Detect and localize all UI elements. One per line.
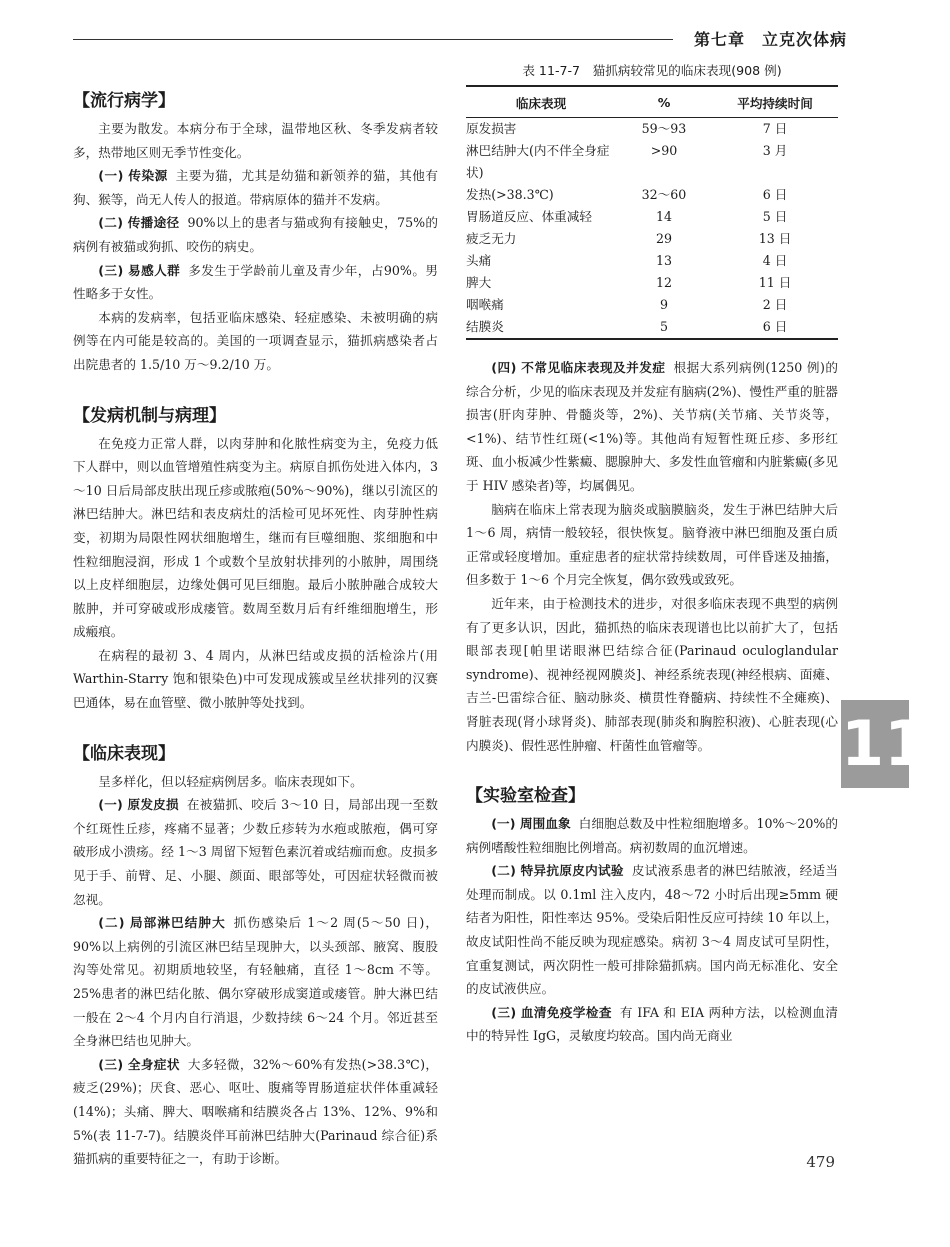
paragraph: [466, 859, 838, 1001]
subheading: (一) 传染源: [98, 168, 168, 184]
table-cell: 29: [655, 231, 673, 246]
table-cell: 脾大: [466, 275, 492, 290]
table-cell: >90: [650, 143, 678, 158]
table-cell: 5 日: [762, 209, 788, 224]
subheading: (三) 全身症状: [98, 1056, 180, 1072]
paragraph-text: 大多轻微，32%～60%有发热(>38.3℃)，疲乏(29%)；厌食、恶心、呕吐、腹痛等胃肠道症状伴体重减轻(14%)；头痛、脾大、咽喉痛和结膜炎各占 13%、12%、9%和 5%(表 11-7-7)。结膜炎伴耳前淋巴结肿大(Parinaud 综合征)系猫抓病的重要特征之一，有助于诊断。: [73, 1056, 438, 1167]
subheading: (一) 原发皮损: [98, 797, 179, 813]
paragraph-text: 白细胞总数及中性粒细胞增多。10%～20%的病例嗜酸性粒细胞比例增高。病初数周的血沉增速。: [466, 816, 839, 855]
running-header: 第七章 立克次体病: [693, 30, 847, 49]
table-row: [466, 228, 838, 250]
paragraph: [466, 1001, 838, 1048]
paragraph: [73, 793, 438, 911]
subheading: (三) 易感人群: [98, 262, 181, 278]
table-cell: 6 日: [762, 319, 788, 334]
section-heading-pathogenesis: 【发病机制与病理】: [73, 405, 226, 426]
table-cell: 12: [655, 275, 673, 290]
table-cell: 11 日: [758, 275, 792, 290]
table-cell: 疲乏无力: [466, 231, 517, 246]
paragraph: [73, 259, 438, 306]
clinical-table: [466, 85, 838, 340]
table-row: [466, 184, 838, 206]
table-cell: 6 日: [762, 187, 788, 202]
paragraph-text: 多发生于学龄前儿童及青少年，占90%。男性略多于女性。: [73, 262, 438, 302]
table-cell: 2 日: [762, 297, 788, 312]
table-cell: 4 日: [762, 253, 788, 268]
page-number: 479: [806, 1153, 835, 1171]
paragraph: [73, 1053, 438, 1171]
table-row: [466, 294, 838, 316]
table-cell: 原发损害: [466, 121, 517, 136]
table-cell: 胃肠道反应、体重减轻: [466, 209, 592, 224]
table-header-cell: 平均持续时间: [712, 86, 838, 118]
paragraph: 本病的发病率，包括亚临床感染、轻症感染、未被明确的病例等在内可能是较高的。美国的一项调查显示，猫抓病感染者占出院患者的 1.5/10 万～9.2/10 万。: [73, 309, 438, 372]
paragraph-text: 有 IFA 和 EIA 两种方法，以检测血清中的特异性 IgG，灵敏度均较高。国内尚无商业: [466, 1004, 838, 1044]
table-row: [466, 316, 838, 339]
table-cell: 结膜炎: [466, 319, 504, 334]
table-header-cell: 临床表现: [466, 86, 616, 118]
paragraph: [73, 164, 438, 211]
spacer: [466, 340, 838, 356]
subheading: (二) 特异抗原皮内试验: [491, 863, 624, 879]
subheading: (三) 血清免疫学检查: [491, 1004, 612, 1020]
paragraph-text: 90%以上的患者与猫或狗有接触史，75%的病例有被猫或狗抓、咬伤的病史。: [73, 215, 439, 254]
left-column: [73, 60, 438, 1171]
subheading: (四) 不常见临床表现及并发症: [491, 360, 666, 375]
chapter-tab: 11: [841, 700, 909, 788]
paragraph: 在免疫力正常人群，以肉芽肿和化脓性病变为主，免疫力低下人群中，则以血管增殖性病变为主。病原自抓伤处进入体内，3～10 日后局部皮肤出现丘疹或脓疱(50%～90%)，继以引流区的淋巴结肿大。淋巴结和表皮病灶的活检可见坏死性、肉芽肿性病变，初期为局限性网状细胞增生，继而有巨噬细胞、浆细胞和中性粒细胞浸润，形成 1 个或数个呈放射状排列的小脓肿，周围绕以上皮样细胞层，边缘处偶可见巨细胞。最后小脓肿融合成较大脓肿，并可穿破或形成瘘管。数周至数月后有纤维细胞增生，形成瘢痕。: [73, 435, 438, 640]
paragraph-text: 在被猫抓、咬后 3～10 日，局部出现一至数个红斑性丘疹，疼痛不显著；少数丘疹转为水疱或脓疱，偶可穿破形成小溃疡。经 1～3 周留下短暂色素沉着或结痂而愈。皮损多见于手、前臂、足、小腿、颜面、眼部等处，可因症状轻微而被忽视。: [73, 797, 438, 907]
table-row: [466, 140, 838, 184]
table-cell: 59～93: [641, 121, 687, 136]
table-caption: 表 11-7-7 猫抓病较常见的临床表现(908 例): [522, 63, 782, 78]
subheading: (二) 传播途径: [98, 215, 180, 231]
section-heading-epidemiology: 【流行病学】: [73, 91, 175, 111]
section-heading-lab: 【实验室检查】: [466, 786, 585, 807]
paragraph: 主要为散发。本病分布于全球，温带地区秋、冬季发病者较多，热带地区则无季节性变化。: [73, 121, 438, 160]
paragraph: 近年来，由于检测技术的进步，对很多临床表现不典型的病例有了更多认识，因此，猫抓热的临床表现谱也比以前扩大了，包括眼部表现[帕里诺眼淋巴结综合征(Parinaud oculoglandular syndrome)、视神经视网膜炎]、神经系统表现(神经根病、面瘫、吉兰-巴雷综合征、脑动脉炎、横贯性脊髓病、持续性不全瘫痪)、肾脏表现(肾小球肾炎)、肺部表现(肺炎和胸腔积液)、心脏表现(心内膜炎)、假性恶性肿瘤、杆菌性血管瘤等。: [466, 595, 838, 753]
subheading: (二) 局部淋巴结肿大: [98, 915, 226, 931]
table-row: [466, 206, 838, 228]
paragraph: [73, 211, 438, 258]
table-header-cell: %: [616, 86, 712, 118]
table-cell: 7 日: [762, 121, 788, 136]
table-cell: 3 月: [762, 143, 788, 158]
paragraph: 呈多样化，但以轻症病例居多。临床表现如下。: [98, 773, 363, 789]
paragraph: [73, 911, 438, 1053]
table-cell: 头痛: [466, 253, 492, 268]
table-cell: 32～60: [641, 187, 687, 202]
right-column: [466, 60, 838, 1048]
table-cell: 5: [659, 319, 668, 334]
header-rule: [73, 39, 673, 40]
paragraph: 在病程的最初 3、4 周内，从淋巴结或皮损的活检涂片(用 Warthin-Starry 饱和银染色)中可发现成簇或呈丝状排列的汉赛巴通体，易在血管壁、微小脓肿等处找到。: [73, 647, 438, 711]
paragraph: [466, 356, 838, 498]
paragraph: 脑病在临床上常表现为脑炎或脑膜脑炎，发生于淋巴结肿大后 1～6 周，病情一般较轻，很快恢复。脑脊液中淋巴细胞及蛋白质正常或轻度增加。重症患者的症状常持续数周，可伴昏迷及抽搐，但多数于 1～6 个月完全恢复，偶尔致残或致死。: [466, 501, 838, 588]
table-row: [466, 272, 838, 294]
paragraph-text: 根据大系列病例(1250 例)的综合分析，少见的临床表现及并发症有脑病(2%)、慢性严重的脏器损害(肝肉芽肿、骨髓炎等，2%)、关节病(关节痛、关节炎等，<1%)、结节性红斑(<1%)等。其他尚有短暂性斑丘疹、多形红斑、血小板减少性紫癜、腮腺肿大、多发性血管瘤和内脏紫癜(多见于 HIV 感染者)等，均属偶见。: [466, 360, 838, 493]
table-cell: 9: [659, 297, 668, 312]
paragraph-text: 主要为猫，尤其是幼猫和新领养的猫，其他有狗、猴等，尚无人传人的报道。带病原体的猫并不发病。: [73, 168, 439, 207]
table-cell: 咽喉痛: [466, 297, 504, 312]
table-cell: 13: [655, 253, 673, 268]
section-heading-clinical: 【临床表现】: [73, 743, 175, 764]
paragraph-text: 皮试液系患者的淋巴结脓液，经适当处理而制成。以 0.1ml 注入皮内，48～72 小时后出现≥5mm 硬结者为阳性，阳性率达 95%。受染后阳性反应可持续 10 年以上，故皮试阳性尚不能反映为现症感染。病初 3～4 周皮试可呈阴性，宜重复测试，两次阴性一般可排除猫抓病。国内尚无标准化、安全的皮试液供应。: [466, 863, 838, 997]
paragraph-text: 抓伤感染后 1～2 周(5～50 日)，90%以上病例的引流区淋巴结呈现肿大，以头颈部、腋窝、腹股沟等处常见。初期质地较坚，有轻触痛，直径 1～8cm 不等。25%患者的淋巴结化脓、偶尔穿破形成窦道或瘘管。肿大淋巴结一般在 2～4 个月内自行消退，少数持续 6～24 个月。邻近甚至全身淋巴结也见肿大。: [73, 915, 438, 1049]
table-row: [466, 250, 838, 272]
table-row: [466, 118, 838, 141]
table-cell: 发热(>38.3℃): [466, 187, 554, 202]
table-cell: 淋巴结肿大(内不伴全身症状): [466, 143, 610, 180]
paragraph: [466, 812, 838, 859]
subheading: (一) 周围血象: [491, 816, 571, 832]
table-cell: 14: [655, 209, 673, 224]
table-cell: 13 日: [758, 231, 792, 246]
